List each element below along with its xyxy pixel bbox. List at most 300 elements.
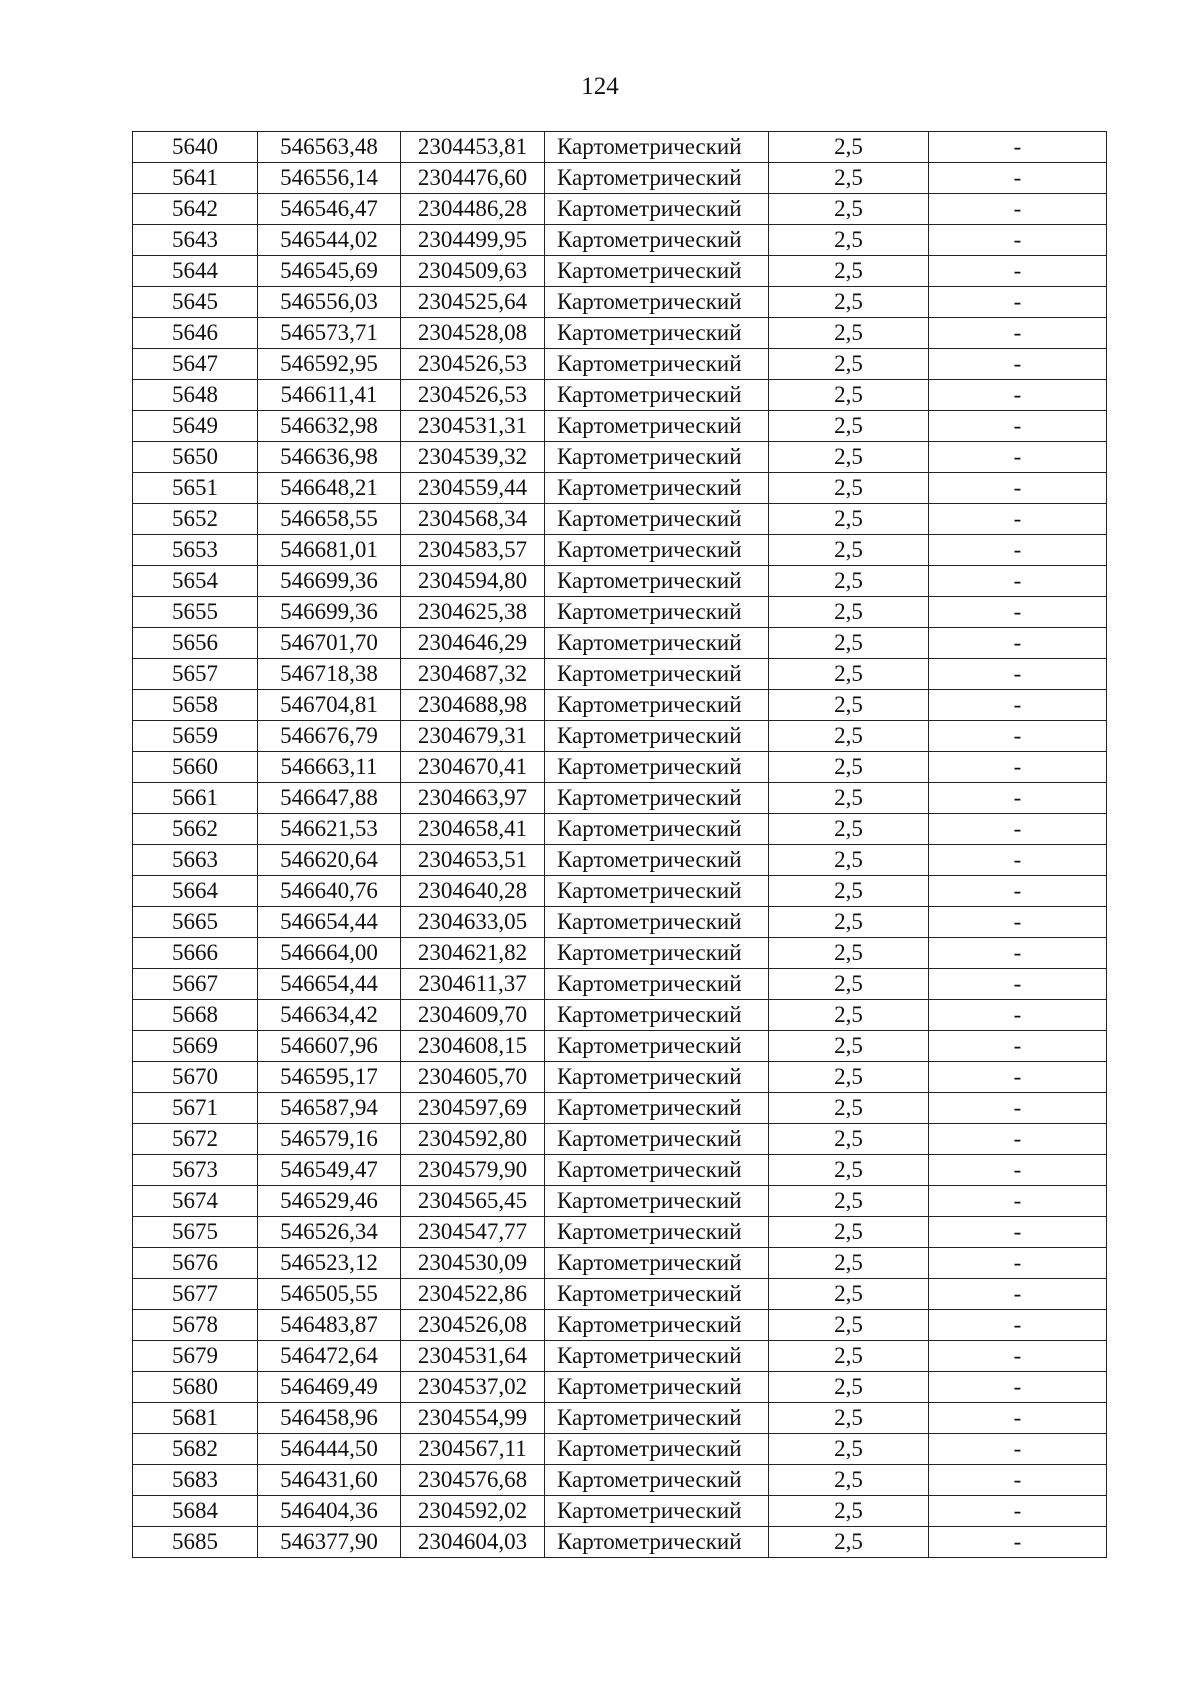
description-cell: -	[929, 783, 1107, 814]
accuracy-cell: 2,5	[769, 1434, 929, 1465]
accuracy-cell: 2,5	[769, 690, 929, 721]
y-coordinate-cell: 2304528,08	[401, 318, 545, 349]
x-coordinate-cell: 546556,03	[258, 287, 401, 318]
point-number-cell: 5673	[133, 1155, 258, 1186]
method-cell: Картометрический	[545, 442, 769, 473]
x-coordinate-cell: 546587,94	[258, 1093, 401, 1124]
method-cell: Картометрический	[545, 194, 769, 225]
description-cell: -	[929, 659, 1107, 690]
y-coordinate-cell: 2304537,02	[401, 1372, 545, 1403]
coordinates-table-body	[133, 132, 1107, 1558]
description-cell: -	[929, 1155, 1107, 1186]
point-number-cell: 5640	[133, 132, 258, 163]
table-row	[133, 349, 1107, 380]
accuracy-cell: 2,5	[769, 380, 929, 411]
accuracy-cell: 2,5	[769, 225, 929, 256]
point-number-cell: 5668	[133, 1000, 258, 1031]
method-cell: Картометрический	[545, 690, 769, 721]
page-number: 124	[581, 73, 619, 100]
description-cell: -	[929, 1124, 1107, 1155]
y-coordinate-cell: 2304522,86	[401, 1279, 545, 1310]
description-cell: -	[929, 132, 1107, 163]
table-row	[133, 318, 1107, 349]
accuracy-cell: 2,5	[769, 566, 929, 597]
method-cell: Картометрический	[545, 566, 769, 597]
x-coordinate-cell: 546654,44	[258, 907, 401, 938]
point-number-cell: 5665	[133, 907, 258, 938]
y-coordinate-cell: 2304568,34	[401, 504, 545, 535]
description-cell: -	[929, 411, 1107, 442]
table-row	[133, 566, 1107, 597]
y-coordinate-cell: 2304554,99	[401, 1403, 545, 1434]
x-coordinate-cell: 546663,11	[258, 752, 401, 783]
accuracy-cell: 2,5	[769, 721, 929, 752]
method-cell: Картометрический	[545, 1186, 769, 1217]
table-row	[133, 628, 1107, 659]
description-cell: -	[929, 1372, 1107, 1403]
x-coordinate-cell: 546676,79	[258, 721, 401, 752]
y-coordinate-cell: 2304539,32	[401, 442, 545, 473]
table-row	[133, 907, 1107, 938]
x-coordinate-cell: 546556,14	[258, 163, 401, 194]
y-coordinate-cell: 2304592,02	[401, 1496, 545, 1527]
accuracy-cell: 2,5	[769, 1000, 929, 1031]
method-cell: Картометрический	[545, 1372, 769, 1403]
description-cell: -	[929, 287, 1107, 318]
y-coordinate-cell: 2304531,64	[401, 1341, 545, 1372]
x-coordinate-cell: 546469,49	[258, 1372, 401, 1403]
description-cell: -	[929, 380, 1107, 411]
method-cell: Картометрический	[545, 349, 769, 380]
method-cell: Картометрический	[545, 411, 769, 442]
table-row	[133, 659, 1107, 690]
description-cell: -	[929, 318, 1107, 349]
point-number-cell: 5652	[133, 504, 258, 535]
method-cell: Картометрический	[545, 318, 769, 349]
accuracy-cell: 2,5	[769, 597, 929, 628]
description-cell: -	[929, 535, 1107, 566]
x-coordinate-cell: 546472,64	[258, 1341, 401, 1372]
point-number-cell: 5647	[133, 349, 258, 380]
point-number-cell: 5641	[133, 163, 258, 194]
y-coordinate-cell: 2304640,28	[401, 876, 545, 907]
y-coordinate-cell: 2304663,97	[401, 783, 545, 814]
y-coordinate-cell: 2304597,69	[401, 1093, 545, 1124]
description-cell: -	[929, 969, 1107, 1000]
table-row	[133, 504, 1107, 535]
accuracy-cell: 2,5	[769, 1279, 929, 1310]
x-coordinate-cell: 546595,17	[258, 1062, 401, 1093]
table-row	[133, 163, 1107, 194]
table-row	[133, 1186, 1107, 1217]
description-cell: -	[929, 938, 1107, 969]
point-number-cell: 5644	[133, 256, 258, 287]
x-coordinate-cell: 546699,36	[258, 597, 401, 628]
table-row	[133, 1000, 1107, 1031]
method-cell: Картометрический	[545, 535, 769, 566]
table-row	[133, 535, 1107, 566]
method-cell: Картометрический	[545, 845, 769, 876]
point-number-cell: 5685	[133, 1527, 258, 1558]
accuracy-cell: 2,5	[769, 1217, 929, 1248]
method-cell: Картометрический	[545, 1000, 769, 1031]
method-cell: Картометрический	[545, 287, 769, 318]
point-number-cell: 5660	[133, 752, 258, 783]
accuracy-cell: 2,5	[769, 659, 929, 690]
table-row	[133, 1372, 1107, 1403]
accuracy-cell: 2,5	[769, 752, 929, 783]
description-cell: -	[929, 597, 1107, 628]
x-coordinate-cell: 546648,21	[258, 473, 401, 504]
point-number-cell: 5649	[133, 411, 258, 442]
table-row	[133, 814, 1107, 845]
method-cell: Картометрический	[545, 132, 769, 163]
method-cell: Картометрический	[545, 628, 769, 659]
y-coordinate-cell: 2304653,51	[401, 845, 545, 876]
y-coordinate-cell: 2304679,31	[401, 721, 545, 752]
accuracy-cell: 2,5	[769, 163, 929, 194]
accuracy-cell: 2,5	[769, 1403, 929, 1434]
description-cell: -	[929, 163, 1107, 194]
y-coordinate-cell: 2304583,57	[401, 535, 545, 566]
y-coordinate-cell: 2304530,09	[401, 1248, 545, 1279]
point-number-cell: 5680	[133, 1372, 258, 1403]
point-number-cell: 5678	[133, 1310, 258, 1341]
method-cell: Картометрический	[545, 163, 769, 194]
description-cell: -	[929, 225, 1107, 256]
x-coordinate-cell: 546701,70	[258, 628, 401, 659]
description-cell: -	[929, 194, 1107, 225]
accuracy-cell: 2,5	[769, 845, 929, 876]
method-cell: Картометрический	[545, 752, 769, 783]
table-row	[133, 1155, 1107, 1186]
x-coordinate-cell: 546718,38	[258, 659, 401, 690]
x-coordinate-cell: 546611,41	[258, 380, 401, 411]
method-cell: Картометрический	[545, 721, 769, 752]
y-coordinate-cell: 2304547,77	[401, 1217, 545, 1248]
description-cell: -	[929, 1093, 1107, 1124]
description-cell: -	[929, 1496, 1107, 1527]
point-number-cell: 5675	[133, 1217, 258, 1248]
method-cell: Картометрический	[545, 1496, 769, 1527]
point-number-cell: 5655	[133, 597, 258, 628]
y-coordinate-cell: 2304592,80	[401, 1124, 545, 1155]
x-coordinate-cell: 546431,60	[258, 1465, 401, 1496]
x-coordinate-cell: 546658,55	[258, 504, 401, 535]
method-cell: Картометрический	[545, 783, 769, 814]
y-coordinate-cell: 2304609,70	[401, 1000, 545, 1031]
x-coordinate-cell: 546620,64	[258, 845, 401, 876]
description-cell: -	[929, 1310, 1107, 1341]
point-number-cell: 5645	[133, 287, 258, 318]
y-coordinate-cell: 2304525,64	[401, 287, 545, 318]
description-cell: -	[929, 690, 1107, 721]
description-cell: -	[929, 1000, 1107, 1031]
method-cell: Картометрический	[545, 1248, 769, 1279]
method-cell: Картометрический	[545, 1217, 769, 1248]
point-number-cell: 5648	[133, 380, 258, 411]
method-cell: Картометрический	[545, 938, 769, 969]
x-coordinate-cell: 546664,00	[258, 938, 401, 969]
y-coordinate-cell: 2304605,70	[401, 1062, 545, 1093]
table-row	[133, 1403, 1107, 1434]
point-number-cell: 5642	[133, 194, 258, 225]
point-number-cell: 5658	[133, 690, 258, 721]
point-number-cell: 5670	[133, 1062, 258, 1093]
table-row	[133, 597, 1107, 628]
description-cell: -	[929, 1248, 1107, 1279]
x-coordinate-cell: 546607,96	[258, 1031, 401, 1062]
y-coordinate-cell: 2304567,11	[401, 1434, 545, 1465]
point-number-cell: 5679	[133, 1341, 258, 1372]
table-row	[133, 752, 1107, 783]
method-cell: Картометрический	[545, 504, 769, 535]
x-coordinate-cell: 546404,36	[258, 1496, 401, 1527]
description-cell: -	[929, 814, 1107, 845]
method-cell: Картометрический	[545, 256, 769, 287]
table-row	[133, 1465, 1107, 1496]
description-cell: -	[929, 628, 1107, 659]
x-coordinate-cell: 546544,02	[258, 225, 401, 256]
method-cell: Картометрический	[545, 1093, 769, 1124]
table-row	[133, 411, 1107, 442]
description-cell: -	[929, 907, 1107, 938]
point-number-cell: 5669	[133, 1031, 258, 1062]
y-coordinate-cell: 2304565,45	[401, 1186, 545, 1217]
y-coordinate-cell: 2304633,05	[401, 907, 545, 938]
y-coordinate-cell: 2304688,98	[401, 690, 545, 721]
table-row	[133, 442, 1107, 473]
method-cell: Картометрический	[545, 876, 769, 907]
table-row	[133, 1341, 1107, 1372]
method-cell: Картометрический	[545, 969, 769, 1000]
x-coordinate-cell: 546640,76	[258, 876, 401, 907]
y-coordinate-cell: 2304687,32	[401, 659, 545, 690]
description-cell: -	[929, 1465, 1107, 1496]
description-cell: -	[929, 721, 1107, 752]
description-cell: -	[929, 473, 1107, 504]
y-coordinate-cell: 2304579,90	[401, 1155, 545, 1186]
table-row	[133, 1124, 1107, 1155]
method-cell: Картометрический	[545, 1155, 769, 1186]
accuracy-cell: 2,5	[769, 256, 929, 287]
table-row	[133, 783, 1107, 814]
accuracy-cell: 2,5	[769, 876, 929, 907]
x-coordinate-cell: 546549,47	[258, 1155, 401, 1186]
accuracy-cell: 2,5	[769, 628, 929, 659]
table-row	[133, 1279, 1107, 1310]
y-coordinate-cell: 2304526,53	[401, 380, 545, 411]
accuracy-cell: 2,5	[769, 194, 929, 225]
accuracy-cell: 2,5	[769, 783, 929, 814]
table-row	[133, 473, 1107, 504]
table-row	[133, 194, 1107, 225]
y-coordinate-cell: 2304604,03	[401, 1527, 545, 1558]
y-coordinate-cell: 2304453,81	[401, 132, 545, 163]
accuracy-cell: 2,5	[769, 473, 929, 504]
table-row	[133, 721, 1107, 752]
table-row	[133, 1248, 1107, 1279]
x-coordinate-cell: 546579,16	[258, 1124, 401, 1155]
x-coordinate-cell: 546505,55	[258, 1279, 401, 1310]
description-cell: -	[929, 876, 1107, 907]
table-row	[133, 1031, 1107, 1062]
x-coordinate-cell: 546654,44	[258, 969, 401, 1000]
y-coordinate-cell: 2304658,41	[401, 814, 545, 845]
table-row	[133, 845, 1107, 876]
x-coordinate-cell: 546483,87	[258, 1310, 401, 1341]
accuracy-cell: 2,5	[769, 442, 929, 473]
method-cell: Картометрический	[545, 1279, 769, 1310]
point-number-cell: 5664	[133, 876, 258, 907]
method-cell: Картометрический	[545, 814, 769, 845]
method-cell: Картометрический	[545, 1403, 769, 1434]
table-row	[133, 287, 1107, 318]
accuracy-cell: 2,5	[769, 907, 929, 938]
x-coordinate-cell: 546573,71	[258, 318, 401, 349]
method-cell: Картометрический	[545, 1124, 769, 1155]
accuracy-cell: 2,5	[769, 1186, 929, 1217]
y-coordinate-cell: 2304621,82	[401, 938, 545, 969]
method-cell: Картометрический	[545, 225, 769, 256]
method-cell: Картометрический	[545, 1310, 769, 1341]
table-row	[133, 1527, 1107, 1558]
x-coordinate-cell: 546377,90	[258, 1527, 401, 1558]
method-cell: Картометрический	[545, 380, 769, 411]
x-coordinate-cell: 546704,81	[258, 690, 401, 721]
description-cell: -	[929, 845, 1107, 876]
table-row	[133, 1062, 1107, 1093]
description-cell: -	[929, 566, 1107, 597]
x-coordinate-cell: 546545,69	[258, 256, 401, 287]
point-number-cell: 5653	[133, 535, 258, 566]
method-cell: Картометрический	[545, 1062, 769, 1093]
y-coordinate-cell: 2304611,37	[401, 969, 545, 1000]
description-cell: -	[929, 1062, 1107, 1093]
description-cell: -	[929, 1527, 1107, 1558]
point-number-cell: 5682	[133, 1434, 258, 1465]
x-coordinate-cell: 546563,48	[258, 132, 401, 163]
accuracy-cell: 2,5	[769, 1124, 929, 1155]
point-number-cell: 5654	[133, 566, 258, 597]
point-number-cell: 5672	[133, 1124, 258, 1155]
x-coordinate-cell: 546523,12	[258, 1248, 401, 1279]
method-cell: Картометрический	[545, 1341, 769, 1372]
x-coordinate-cell: 546444,50	[258, 1434, 401, 1465]
point-number-cell: 5667	[133, 969, 258, 1000]
description-cell: -	[929, 1434, 1107, 1465]
point-number-cell: 5657	[133, 659, 258, 690]
accuracy-cell: 2,5	[769, 504, 929, 535]
table-row	[133, 1217, 1107, 1248]
table-row	[133, 1496, 1107, 1527]
point-number-cell: 5683	[133, 1465, 258, 1496]
x-coordinate-cell: 546546,47	[258, 194, 401, 225]
point-number-cell: 5661	[133, 783, 258, 814]
point-number-cell: 5671	[133, 1093, 258, 1124]
accuracy-cell: 2,5	[769, 1496, 929, 1527]
table-row	[133, 876, 1107, 907]
point-number-cell: 5677	[133, 1279, 258, 1310]
x-coordinate-cell: 546647,88	[258, 783, 401, 814]
accuracy-cell: 2,5	[769, 1372, 929, 1403]
y-coordinate-cell: 2304476,60	[401, 163, 545, 194]
description-cell: -	[929, 349, 1107, 380]
method-cell: Картометрический	[545, 1434, 769, 1465]
y-coordinate-cell: 2304670,41	[401, 752, 545, 783]
point-number-cell: 5659	[133, 721, 258, 752]
y-coordinate-cell: 2304526,53	[401, 349, 545, 380]
description-cell: -	[929, 1031, 1107, 1062]
accuracy-cell: 2,5	[769, 287, 929, 318]
point-number-cell: 5681	[133, 1403, 258, 1434]
accuracy-cell: 2,5	[769, 132, 929, 163]
accuracy-cell: 2,5	[769, 1310, 929, 1341]
y-coordinate-cell: 2304625,38	[401, 597, 545, 628]
accuracy-cell: 2,5	[769, 1341, 929, 1372]
point-number-cell: 5656	[133, 628, 258, 659]
description-cell: -	[929, 442, 1107, 473]
description-cell: -	[929, 1341, 1107, 1372]
accuracy-cell: 2,5	[769, 349, 929, 380]
point-number-cell: 5662	[133, 814, 258, 845]
description-cell: -	[929, 1186, 1107, 1217]
point-number-cell: 5651	[133, 473, 258, 504]
method-cell: Картометрический	[545, 1465, 769, 1496]
x-coordinate-cell: 546458,96	[258, 1403, 401, 1434]
point-number-cell: 5650	[133, 442, 258, 473]
point-number-cell: 5674	[133, 1186, 258, 1217]
accuracy-cell: 2,5	[769, 1062, 929, 1093]
x-coordinate-cell: 546681,01	[258, 535, 401, 566]
accuracy-cell: 2,5	[769, 1248, 929, 1279]
accuracy-cell: 2,5	[769, 411, 929, 442]
point-number-cell: 5643	[133, 225, 258, 256]
accuracy-cell: 2,5	[769, 318, 929, 349]
description-cell: -	[929, 752, 1107, 783]
point-number-cell: 5684	[133, 1496, 258, 1527]
x-coordinate-cell: 546634,42	[258, 1000, 401, 1031]
description-cell: -	[929, 504, 1107, 535]
y-coordinate-cell: 2304608,15	[401, 1031, 545, 1062]
x-coordinate-cell: 546529,46	[258, 1186, 401, 1217]
description-cell: -	[929, 256, 1107, 287]
accuracy-cell: 2,5	[769, 1155, 929, 1186]
method-cell: Картометрический	[545, 907, 769, 938]
table-row	[133, 256, 1107, 287]
coordinates-table	[132, 131, 1107, 1558]
y-coordinate-cell: 2304559,44	[401, 473, 545, 504]
accuracy-cell: 2,5	[769, 1465, 929, 1496]
y-coordinate-cell: 2304526,08	[401, 1310, 545, 1341]
accuracy-cell: 2,5	[769, 1527, 929, 1558]
table-row	[133, 690, 1107, 721]
point-number-cell: 5676	[133, 1248, 258, 1279]
point-number-cell: 5646	[133, 318, 258, 349]
accuracy-cell: 2,5	[769, 1093, 929, 1124]
method-cell: Картометрический	[545, 1031, 769, 1062]
table-row	[133, 938, 1107, 969]
x-coordinate-cell: 546636,98	[258, 442, 401, 473]
y-coordinate-cell: 2304646,29	[401, 628, 545, 659]
table-row	[133, 969, 1107, 1000]
method-cell: Картометрический	[545, 473, 769, 504]
point-number-cell: 5663	[133, 845, 258, 876]
description-cell: -	[929, 1403, 1107, 1434]
y-coordinate-cell: 2304594,80	[401, 566, 545, 597]
accuracy-cell: 2,5	[769, 535, 929, 566]
y-coordinate-cell: 2304499,95	[401, 225, 545, 256]
